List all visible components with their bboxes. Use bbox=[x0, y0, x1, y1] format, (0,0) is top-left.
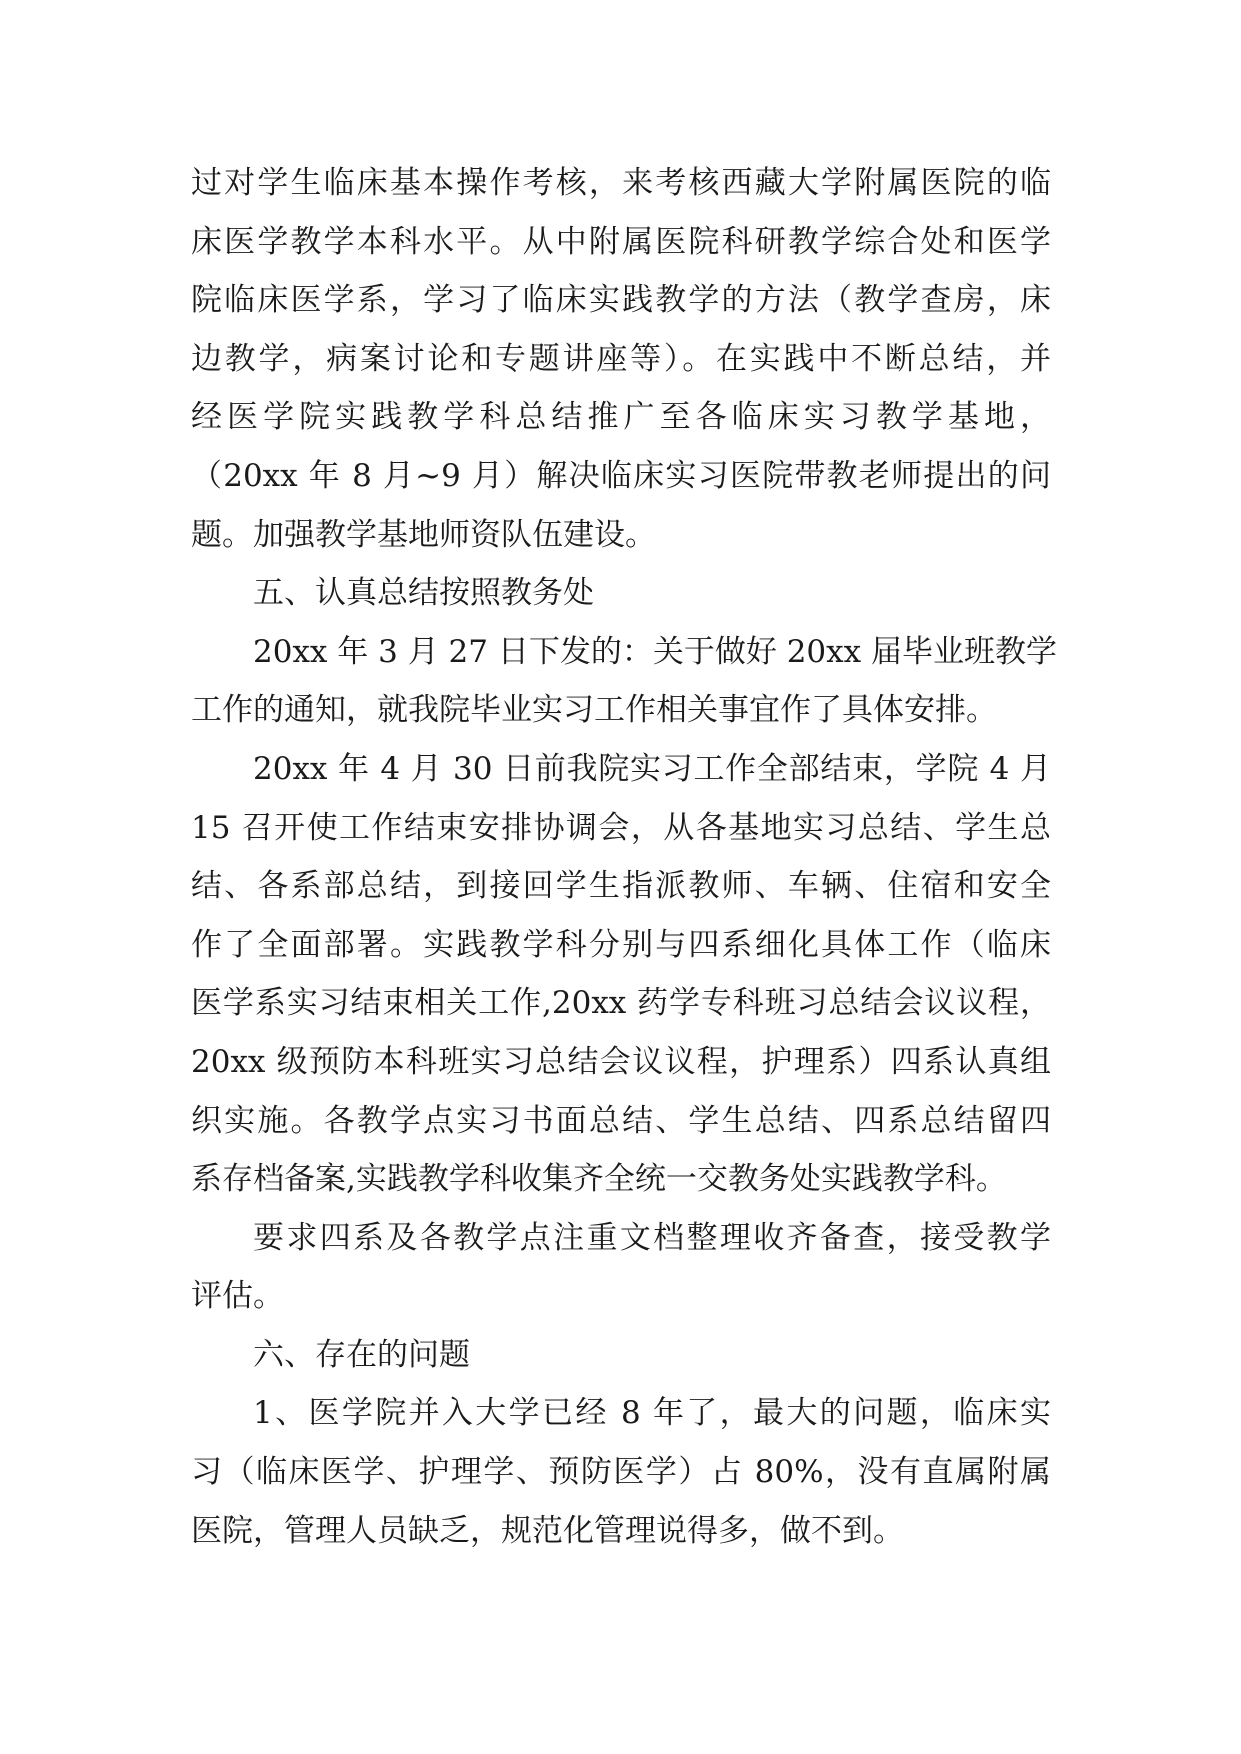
text-line: 20xx 级预防本科班实习总结会议议程，护理系）四系认真组 bbox=[191, 1043, 1051, 1080]
text-line: 评估。 bbox=[191, 1278, 284, 1315]
text-line: 边教学，病案讨论和专题讲座等）。在实践中不断总结，并 bbox=[191, 340, 1051, 377]
text-line: 习（临床医学、护理学、预防医学）占 80%，没有直属附属 bbox=[191, 1454, 1051, 1491]
text-line: 医院，管理人员缺乏，规范化管理说得多，做不到。 bbox=[191, 1512, 904, 1549]
text-line: 20xx 年 3 月 27 日下发的：关于做好 20xx 届毕业班教学 bbox=[253, 633, 1057, 670]
text-line: 医学系实习结束相关工作,20xx 药学专科班习总结会议议程， bbox=[191, 985, 1051, 1022]
text-line: 系存档备案,实践教学科收集齐全统一交教务处实践教学科。 bbox=[191, 1161, 1007, 1198]
text-line: 结、各系部总结，到接回学生指派教师、车辆、住宿和安全 bbox=[191, 868, 1051, 905]
text-line: 过对学生临床基本操作考核，来考核西藏大学附属医院的临 bbox=[191, 165, 1051, 201]
text-line: 织实施。各教学点实习书面总结、学生总结、四系总结留四 bbox=[191, 1102, 1051, 1139]
body-text bbox=[191, 154, 1057, 1560]
text-line: 五、认真总结按照教务处 bbox=[253, 575, 594, 612]
text-line: 1、医学院并入大学已经 8 年了，最大的问题，临床实 bbox=[253, 1395, 1051, 1432]
text-line: 15 召开使工作结束安排协调会，从各基地实习总结、学生总 bbox=[191, 809, 1051, 846]
text-line: 经医学院实践教学科总结推广至各临床实习教学基地， bbox=[191, 399, 1051, 436]
text-line: 20xx 年 4 月 30 日前我院实习工作全部结束，学院 4 月 bbox=[253, 750, 1051, 787]
text-line: 床医学教学本科水平。从中附属医院科研教学综合处和医学 bbox=[191, 223, 1051, 260]
text-line: 六、存在的问题 bbox=[253, 1336, 470, 1373]
text-line: 院临床医学系，学习了临床实践教学的方法（教学查房，床 bbox=[191, 282, 1051, 319]
text-line: 工作的通知，就我院毕业实习工作相关事宜作了具体安排。 bbox=[191, 692, 997, 729]
text-line: 作了全面部署。实践教学科分别与四系细化具体工作（临床 bbox=[191, 926, 1051, 963]
text-line: （20xx 年 8 月~9 月）解决临床实习医院带教老师提出的问 bbox=[191, 457, 1051, 494]
text-line: 题。加强教学基地师资队伍建设。 bbox=[191, 516, 656, 553]
text-line: 要求四系及各教学点注重文档整理收齐备查，接受教学 bbox=[253, 1219, 1051, 1256]
